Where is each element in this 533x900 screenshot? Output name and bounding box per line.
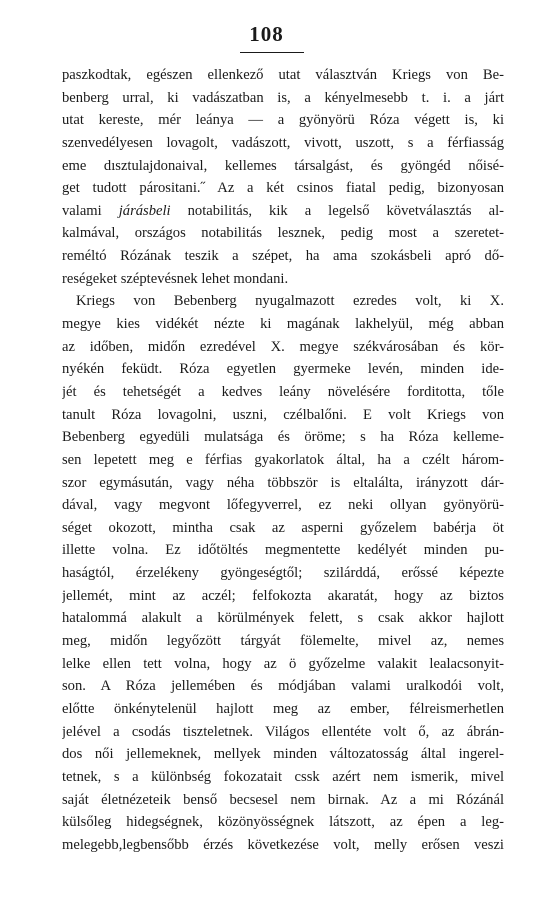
text-line: kalmával, országos notabilitás lesznek, pedig most a szeretet- bbox=[62, 225, 504, 242]
text-line: Bebenberg egyedüli mulatsága és öröme; s ha Róza kelleme- bbox=[62, 429, 504, 446]
page-number: 108 bbox=[249, 22, 284, 46]
header-rule bbox=[240, 52, 304, 53]
text-line: get tudott párositani.˝ Az a két csinos fiatal pedig, bizonyosan bbox=[62, 180, 504, 197]
text-line: illette volna. Ez időtöltés megmentette kedélyét minden pu- bbox=[62, 542, 504, 559]
text-line: jét és tehetségét a kedves leány növelésére forditotta, tőle bbox=[62, 383, 504, 400]
text-line: benberg urral, ki vadászatban is, a kényelmesebb t. i. a járt bbox=[62, 89, 504, 106]
text-line: szor egymásután, vagy néha többször is eltalálta, irányzott dár- bbox=[62, 474, 504, 491]
text-line: dos női jellemeknek, mellyek minden változatosság által ingerel- bbox=[62, 746, 504, 763]
text-line: reségeket széptevésnek lehet mondani. bbox=[62, 270, 289, 287]
text-line: sen lepetett meg e férfias gyakorlatok által, ha a czélt három- bbox=[62, 451, 504, 468]
text-line: melegebb,legbensőbb érzés következése volt, melly erősen veszi bbox=[62, 836, 504, 853]
text-line: tetnek, s a különbség fokozatait cssk azért nem ismerik, mivel bbox=[62, 768, 504, 785]
text-line: Kriegs von Bebenberg nyugalmazott ezredes volt, ki X. bbox=[76, 293, 504, 310]
emphasis-word: járásbeli bbox=[118, 202, 171, 219]
text-line: jelével a csodás tiszteletnek. Világos ellentéte volt ő, az ábrán- bbox=[62, 723, 504, 740]
text-line: valami járásbeli notabilitás, kik a legelső követválasztás al- bbox=[62, 202, 504, 219]
text-line: dával, vagy megvont lőfegyverrel, ez neki ollyan gyönyörü- bbox=[62, 497, 504, 514]
text-line: saját életnézeteik benső becsesel nem birnak. Az a mi Rózánál bbox=[62, 791, 504, 808]
body-text bbox=[62, 64, 504, 856]
text-line: paszkodtak, egészen ellenkező utat választván Kriegs von Be- bbox=[62, 67, 504, 83]
text-line: séget okozott, mintha csak az asperni győzelem babérja öt bbox=[62, 519, 504, 536]
text-line: külsőleg hidegségnek, közönyösségnek látszott, az épen a leg- bbox=[62, 814, 504, 831]
text-line: tanult Róza lovagolni, uszni, czélbalőni. E volt Kriegs von bbox=[62, 406, 504, 423]
text-line: jellemét, mint az aczél; felfokozta akaratát, hogy az biztos bbox=[62, 587, 504, 604]
text-line: hatalommá alakult a körülmények felett, s csak akkor hajlott bbox=[62, 610, 504, 627]
text-line: eme dısztulajdonaival, kellemes társalgást, és gyöngéd nőisé- bbox=[62, 157, 504, 174]
text-line: előtte önkénytelenül hajlott meg az ember, félreismerhetlen bbox=[62, 700, 504, 717]
text-line: utat kereste, mér leánya — a gyönyörü Róza végett is, ki bbox=[62, 112, 504, 129]
text-line: megye kies vidékét nézte ki magának lakhelyül, még abban bbox=[62, 316, 504, 333]
text-line: lelke ellen tett volna, hogy az ö győzelme valakit lealacsonyit- bbox=[62, 655, 504, 672]
text-line: meg, midőn legyőzött tárgyát fölemelte, mivel az, nemes bbox=[62, 633, 504, 650]
text-line: haságtól, érzelékeny gyöngeségtől; szilárddá, erőssé képezte bbox=[62, 565, 504, 582]
text-line: nyékén feküdt. Róza egyetlen gyermeke levén, minden ide- bbox=[62, 361, 504, 378]
text-line: reméltó Rózának teszik a szépet, ha ama szokásbeli apró dő- bbox=[62, 248, 504, 265]
text-line: szenvedélyesen lovagolt, vadászott, vivott, uszott, s a férfiasság bbox=[62, 134, 504, 151]
text-line: az időben, midőn ezredével X. megye székvárosában és kör- bbox=[62, 338, 504, 355]
text-line: son. A Róza jellemében és módjában valami uralkodói volt, bbox=[62, 678, 504, 695]
